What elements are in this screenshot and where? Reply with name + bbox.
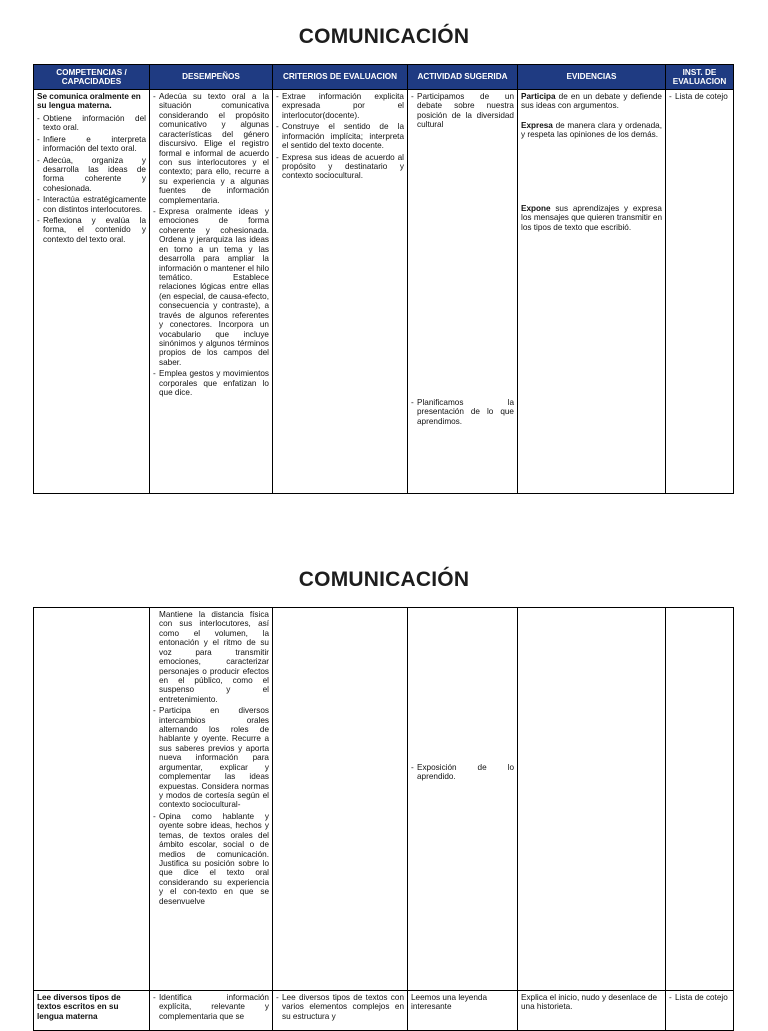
competencia-cell [34, 991, 150, 1031]
actividad-text: Leemos una leyenda interesante [411, 993, 488, 1012]
criterios-cell [273, 608, 408, 991]
competencias-table-1 [33, 64, 734, 494]
desempenos-list [153, 993, 269, 1021]
list-item: - Planificamos la presentación de lo que aprendimos. [411, 398, 514, 426]
actividad-list [411, 763, 514, 782]
competencia-cell [34, 608, 150, 991]
list-item: - Interactúa estratégicamente con distintos interlocutores. [37, 195, 146, 214]
header-actividad: ACTIVIDAD SUGERIDA [408, 65, 518, 90]
desempenos-list [153, 92, 269, 398]
desempenos-cell [150, 991, 273, 1031]
desempeno-continuation: Mantiene la distancia física con sus interlocutores, así como el volumen, la entonación y el ritmo de su voz para transmitir emociones, caracterizar personajes o producir efectos en el público, como el suspenso y el entretenimiento. [159, 610, 269, 704]
list-item: - Lista de cotejo [669, 993, 730, 1002]
list-item: - Lee diversos tipos de textos con varios elementos complejos en su estructura y [276, 993, 404, 1021]
list-item: - Obtiene información del texto oral. [37, 114, 146, 133]
actividad-cell [408, 90, 518, 494]
list-item: - Participa en diversos intercambios orales alternando los roles de hablante y oyente. Recurre a sus saberes previos y aporta nueva información para argumentar, explicar y complementar las ideas expuestas. Considera normas y modos de cortesía según el contexto sociocultural- [153, 706, 269, 810]
evidencias-cell [518, 991, 666, 1031]
competencia-cell [34, 90, 150, 494]
header-desempenos: DESEMPEÑOS [150, 65, 273, 90]
desempenos-cell [150, 90, 273, 494]
list-item: - Identifica información explícita, relevante y complementaria que se [153, 993, 269, 1021]
instrumento-cell [666, 90, 734, 494]
list-item: - Emplea gestos y movimientos corporales que enfatizan lo que dice. [153, 369, 269, 397]
capacidades-list [37, 114, 146, 244]
header-evidencias: EVIDENCIAS [518, 65, 666, 90]
evidencias-cell [518, 90, 666, 494]
list-item: - Expresa sus ideas de acuerdo al propósito y destinatario y contexto sociocultural. [276, 153, 404, 181]
header-competencias: COMPETENCIAS / CAPACIDADES [34, 65, 150, 90]
competencia-title: Lee diversos tipos de textos escritos en su lengua materna [37, 993, 121, 1021]
competencia-title: Se comunica oralmente en su lengua materna. [37, 92, 141, 111]
competencias-table-2 [33, 607, 734, 1031]
evidencia-item: Expresa de manera clara y ordenada, y respeta las opiniones de los demás. [521, 120, 662, 140]
list-item: - Lista de cotejo [669, 92, 730, 101]
actividad-list [411, 92, 514, 426]
page-title: COMUNICACIÓN [298, 25, 470, 48]
header-criterios: CRITERIOS DE EVALUACION [273, 65, 408, 90]
criterios-cell [273, 90, 408, 494]
evidencia-text: Explica el inicio, nudo y desenlace de una historieta. [521, 993, 658, 1012]
list-item: - Expresa oralmente ideas y emociones de forma coherente y cohesionada. Ordena y jerarquiza las ideas en torno a un tema y las desarrolla para ampliar la información o mantener el hilo temático. Establece relaciones lógicas entre ellas (en especial, de causa-efecto, consecuencia y contraste), a través de algunos referentes y conectores. Incorpora un vocabulario que incluye sinónimos y algunos términos propios de los campos del saber. [153, 207, 269, 367]
list-item: - Infiere e interpreta información del texto oral. [37, 135, 146, 154]
list-item: - Adecúa su texto oral a la situación comunicativa considerando el propósito comunicativo y algunas características del género discursivo. Elige el registro formal e informal de acuerdo con sus interlocutores y el contexto; para ello, recurre a su experiencia y a algunas fuentes de información complementaria. [153, 92, 269, 205]
evidencia-item: Expone sus aprendizajes y expresa los mensajes que quieren transmitir en los tipos de texto que escribió. [521, 203, 662, 232]
list-item: - Adecúa, organiza y desarrolla las ideas de forma coherente y cohesionada. [37, 156, 146, 194]
list-item: - Opina como hablante y oyente sobre ideas, hechos y temas, de textos orales del ámbito escolar, social o de medios de comunicación. Justifica su posición sobre lo que dice el texto oral considerando su experiencia y el con-texto en que se desenvuelve [153, 812, 269, 906]
evidencia-item: Participa de en un debate y defiende sus ideas con argumentos. [521, 92, 662, 111]
desempenos-list [153, 706, 269, 906]
list-item: - Participamos de un debate sobre nuestra posición de la diversidad cultural [411, 92, 514, 130]
actividad-cell [408, 608, 518, 991]
criterios-cell [273, 991, 408, 1031]
list-item: - Exposición de lo aprendido. [411, 763, 514, 782]
list-item: - Extrae información explicita expresada por el interlocutor(docente). [276, 92, 404, 120]
actividad-cell [408, 991, 518, 1031]
criterios-list [276, 92, 404, 181]
criterios-list [276, 993, 404, 1021]
page-title-2: COMUNICACIÓN [298, 568, 470, 591]
instrumento-cell [666, 608, 734, 991]
instrumento-list [669, 993, 730, 1002]
list-item: - Reflexiona y evalúa la forma, el contenido y contexto del texto oral. [37, 216, 146, 244]
desempenos-cell [150, 608, 273, 991]
list-item: - Construye el sentido de la información implícita; interpreta el sentido del texto docente. [276, 122, 404, 150]
instrumento-cell [666, 991, 734, 1031]
evidencias-cell [518, 608, 666, 991]
header-instrumento: INST. DE EVALUACION [666, 65, 734, 90]
instrumento-list [669, 92, 730, 101]
